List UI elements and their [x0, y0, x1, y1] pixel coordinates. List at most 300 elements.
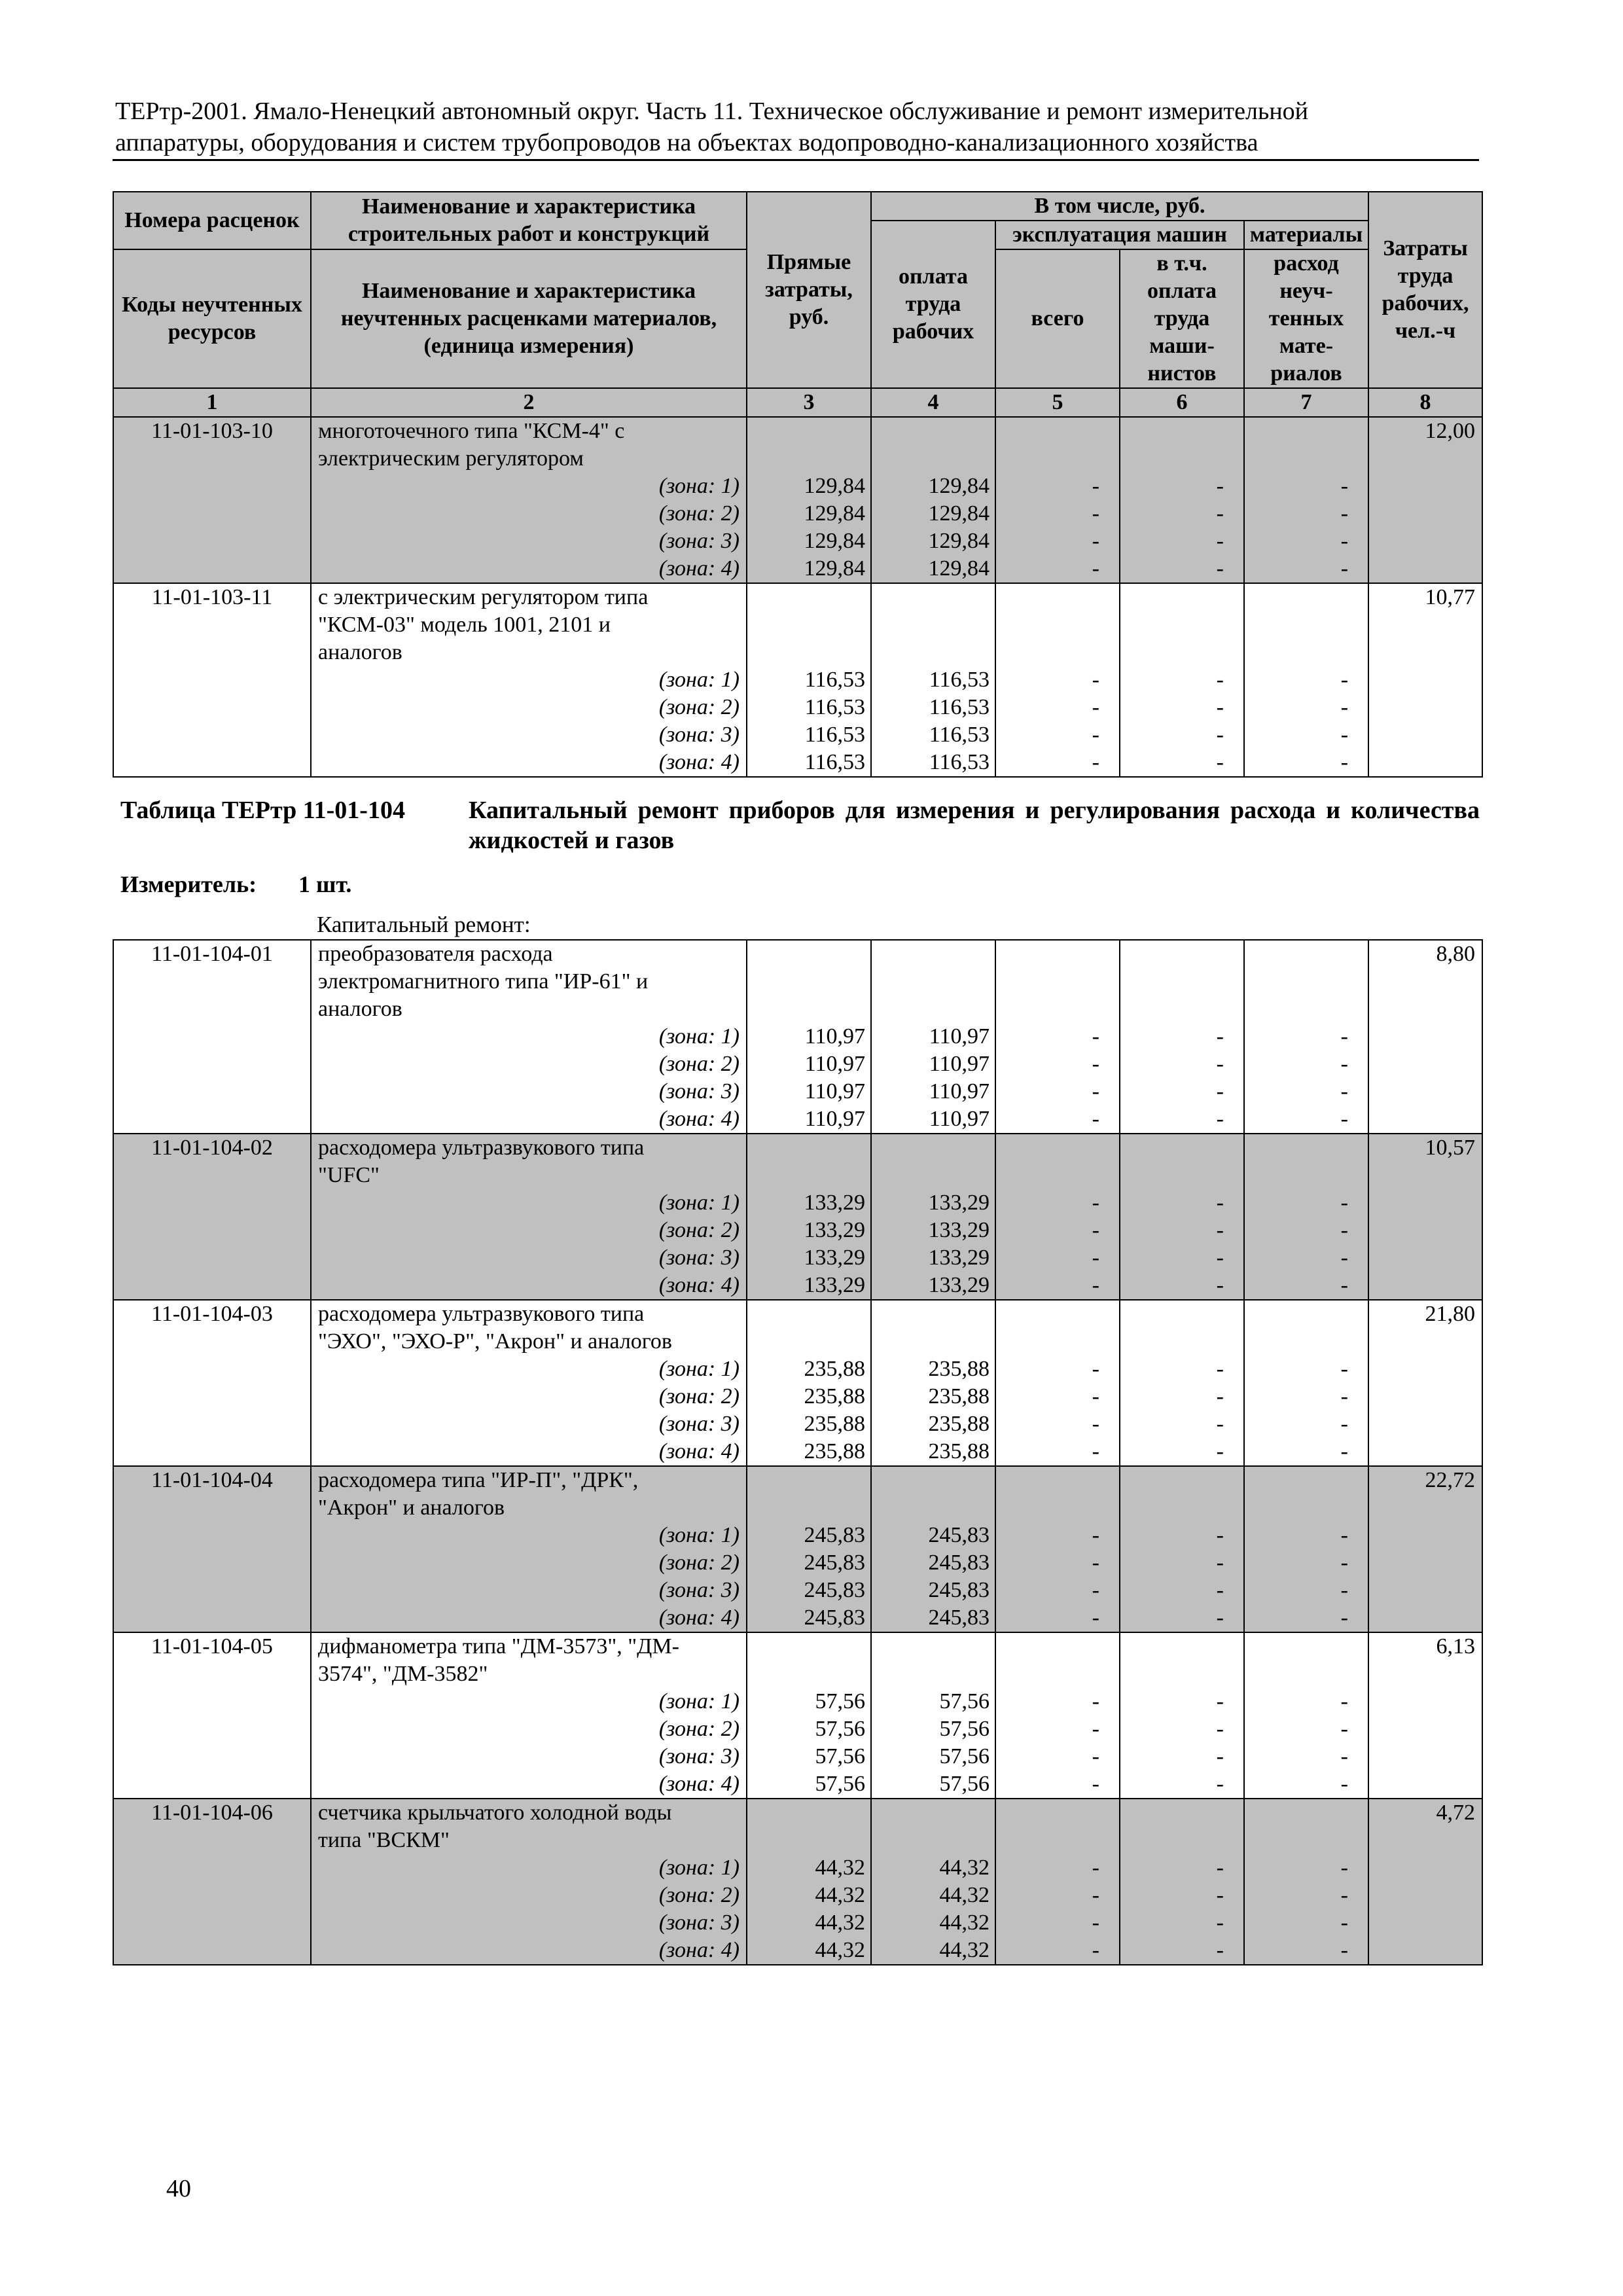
- zone-label: (зона: 3): [311, 1078, 747, 1105]
- operator-pay: -: [1120, 1715, 1244, 1743]
- zone-label: (зона: 1): [311, 473, 747, 500]
- labor-costs: [1368, 1162, 1482, 1189]
- rate-code: [113, 666, 311, 694]
- worker-pay: 116,53: [871, 749, 995, 777]
- machines-total: -: [995, 1577, 1120, 1604]
- rate-code: [113, 1522, 311, 1549]
- material-usage: -: [1244, 1909, 1368, 1937]
- zone-label: (зона: 3): [311, 1244, 747, 1272]
- empty-cell: [871, 639, 995, 666]
- labor-costs: [1368, 445, 1482, 473]
- machines-total: -: [995, 528, 1120, 555]
- rate-code: [113, 1688, 311, 1715]
- operator-pay: -: [1120, 1355, 1244, 1383]
- worker-pay: 57,56: [871, 1715, 995, 1743]
- direct-costs: 235,88: [747, 1438, 871, 1466]
- rate-code: [113, 1105, 311, 1134]
- rate-code: [113, 1549, 311, 1577]
- work-name-line: преобразователя расхода: [311, 940, 747, 968]
- operator-pay: -: [1120, 1105, 1244, 1134]
- worker-pay: 133,29: [871, 1189, 995, 1217]
- rate-code: [113, 639, 311, 666]
- direct-costs: 245,83: [747, 1577, 871, 1604]
- zone-label: (зона: 3): [311, 1743, 747, 1770]
- table-row-line: [113, 473, 1482, 500]
- work-name-line: "КСМ-03" модель 1001, 2101 и: [311, 611, 747, 639]
- table-row-line: [113, 1050, 1482, 1078]
- empty-cell: [1120, 996, 1244, 1023]
- zone-label: (зона: 2): [311, 1217, 747, 1244]
- labor-costs: [1368, 500, 1482, 528]
- labor-costs: 12,00: [1368, 417, 1482, 445]
- table-row-line: [113, 1272, 1482, 1300]
- material-usage: -: [1244, 1050, 1368, 1078]
- col-header-material-names: Наименование и характеристика неучтенных расценками материалов, (единица измерения): [311, 249, 747, 388]
- direct-costs: 44,32: [747, 1909, 871, 1937]
- labor-costs: [1368, 1549, 1482, 1577]
- material-usage: -: [1244, 1244, 1368, 1272]
- machines-total: -: [995, 500, 1120, 528]
- empty-cell: [1244, 1300, 1368, 1328]
- work-name-line: электрическим регулятором: [311, 445, 747, 473]
- operator-pay: -: [1120, 1244, 1244, 1272]
- table-row-line: [113, 1438, 1482, 1466]
- table-row-line: [113, 666, 1482, 694]
- table-row: [113, 1799, 1482, 1827]
- operator-pay: -: [1120, 694, 1244, 721]
- empty-cell: [1120, 940, 1244, 968]
- running-header: [115, 96, 1476, 158]
- empty-cell: [747, 996, 871, 1023]
- rate-code: [113, 528, 311, 555]
- col-number: 7: [1244, 388, 1368, 417]
- machines-total: -: [995, 666, 1120, 694]
- rate-code: [113, 1909, 311, 1937]
- work-name-line: счетчика крыльчатого холодной воды: [311, 1799, 747, 1827]
- table-body: [113, 417, 1482, 777]
- header-rule: [113, 159, 1479, 161]
- labor-costs: [1368, 1882, 1482, 1909]
- rate-code: [113, 445, 311, 473]
- operator-pay: -: [1120, 1854, 1244, 1882]
- table-row: [113, 940, 1482, 968]
- table-row-line: [113, 555, 1482, 583]
- col-header-labor-costs: Затраты труда рабочих, чел.-ч: [1368, 192, 1482, 388]
- rate-code: [113, 1217, 311, 1244]
- material-usage: -: [1244, 1410, 1368, 1438]
- table-row-line: [113, 1715, 1482, 1743]
- rate-code: 11-01-104-01: [113, 940, 311, 968]
- table-row-line: [113, 1770, 1482, 1799]
- rate-code: [113, 1715, 311, 1743]
- operator-pay: -: [1120, 555, 1244, 583]
- material-usage: -: [1244, 1522, 1368, 1549]
- col-number: 4: [871, 388, 995, 417]
- zone-label: (зона: 3): [311, 1909, 747, 1937]
- work-name-line: дифманометра типа "ДМ-3573", "ДМ-: [311, 1632, 747, 1660]
- material-usage: -: [1244, 528, 1368, 555]
- zone-label: (зона: 2): [311, 694, 747, 721]
- worker-pay: 110,97: [871, 1105, 995, 1134]
- rate-code: [113, 500, 311, 528]
- rate-code: [113, 1244, 311, 1272]
- table-row: [113, 1632, 1482, 1660]
- machines-total: -: [995, 1854, 1120, 1882]
- labor-costs: [1368, 1827, 1482, 1854]
- operator-pay: -: [1120, 1272, 1244, 1300]
- worker-pay: 133,29: [871, 1272, 995, 1300]
- empty-cell: [995, 1328, 1120, 1355]
- machines-total: -: [995, 1189, 1120, 1217]
- material-usage: -: [1244, 1023, 1368, 1050]
- machines-total: -: [995, 1023, 1120, 1050]
- col-number: 3: [747, 388, 871, 417]
- worker-pay: 57,56: [871, 1743, 995, 1770]
- worker-pay: 44,32: [871, 1882, 995, 1909]
- direct-costs: 110,97: [747, 1050, 871, 1078]
- material-usage: -: [1244, 694, 1368, 721]
- worker-pay: 129,84: [871, 473, 995, 500]
- empty-cell: [995, 1660, 1120, 1688]
- machines-total: -: [995, 1410, 1120, 1438]
- empty-cell: [995, 1494, 1120, 1522]
- direct-costs: 110,97: [747, 1023, 871, 1050]
- worker-pay: 44,32: [871, 1854, 995, 1882]
- rate-code: [113, 996, 311, 1023]
- empty-cell: [747, 1494, 871, 1522]
- labor-costs: [1368, 473, 1482, 500]
- work-name-line: электромагнитного типа "ИР-61" и: [311, 968, 747, 996]
- rate-code: [113, 1328, 311, 1355]
- rate-code: [113, 1438, 311, 1466]
- rate-code: [113, 749, 311, 777]
- zone-label: (зона: 4): [311, 555, 747, 583]
- rate-code: [113, 555, 311, 583]
- direct-costs: 116,53: [747, 694, 871, 721]
- empty-cell: [871, 611, 995, 639]
- labor-costs: [1368, 749, 1482, 777]
- zone-label: (зона: 4): [311, 1604, 747, 1632]
- rate-code: 11-01-103-11: [113, 583, 311, 611]
- zone-label: (зона: 3): [311, 1410, 747, 1438]
- labor-costs: [1368, 1189, 1482, 1217]
- rate-code: [113, 968, 311, 996]
- zone-label: (зона: 1): [311, 1688, 747, 1715]
- empty-cell: [1120, 1328, 1244, 1355]
- labor-costs: [1368, 1050, 1482, 1078]
- direct-costs: 133,29: [747, 1189, 871, 1217]
- material-usage: -: [1244, 1217, 1368, 1244]
- empty-cell: [1244, 583, 1368, 611]
- machines-total: -: [995, 555, 1120, 583]
- empty-cell: [1120, 1632, 1244, 1660]
- col-number: 6: [1120, 388, 1244, 417]
- material-usage: -: [1244, 1438, 1368, 1466]
- worker-pay: 235,88: [871, 1438, 995, 1466]
- empty-cell: [747, 1328, 871, 1355]
- empty-cell: [747, 583, 871, 611]
- empty-cell: [871, 968, 995, 996]
- zone-label: (зона: 1): [311, 1854, 747, 1882]
- worker-pay: 57,56: [871, 1770, 995, 1799]
- empty-cell: [995, 996, 1120, 1023]
- labor-costs: [1368, 1937, 1482, 1965]
- labor-costs: [1368, 1217, 1482, 1244]
- table-row-line: [113, 1909, 1482, 1937]
- rates-table-104: [113, 939, 1483, 1965]
- empty-cell: [995, 1300, 1120, 1328]
- work-name-line: типа "ВСКМ": [311, 1827, 747, 1854]
- empty-cell: [871, 417, 995, 445]
- labor-costs: [1368, 555, 1482, 583]
- empty-cell: [1120, 1134, 1244, 1162]
- table-row-line: [113, 500, 1482, 528]
- labor-costs: [1368, 1688, 1482, 1715]
- zone-label: (зона: 2): [311, 1383, 747, 1410]
- material-usage: -: [1244, 721, 1368, 749]
- rate-code: [113, 1078, 311, 1105]
- rate-code: [113, 1023, 311, 1050]
- rate-code: [113, 1355, 311, 1383]
- direct-costs: 245,83: [747, 1549, 871, 1577]
- worker-pay: 57,56: [871, 1688, 995, 1715]
- table-row-line: [113, 996, 1482, 1023]
- col-header-resource-codes: Коды неучтенных ресурсов: [113, 249, 311, 388]
- direct-costs: 245,83: [747, 1522, 871, 1549]
- empty-cell: [995, 1827, 1120, 1854]
- work-name-line: 3574", "ДМ-3582": [311, 1660, 747, 1688]
- labor-costs: 6,13: [1368, 1632, 1482, 1660]
- direct-costs: 110,97: [747, 1078, 871, 1105]
- direct-costs: 235,88: [747, 1410, 871, 1438]
- rate-code: [113, 1937, 311, 1965]
- operator-pay: -: [1120, 1743, 1244, 1770]
- col-number: 2: [311, 388, 747, 417]
- empty-cell: [871, 1466, 995, 1494]
- work-name-line: аналогов: [311, 639, 747, 666]
- table-row-line: [113, 1882, 1482, 1909]
- labor-costs: 10,57: [1368, 1134, 1482, 1162]
- table-row: [113, 583, 1482, 611]
- zone-label: (зона: 4): [311, 1272, 747, 1300]
- operator-pay: -: [1120, 1217, 1244, 1244]
- rate-code: [113, 1189, 311, 1217]
- direct-costs: 44,32: [747, 1854, 871, 1882]
- machines-total: -: [995, 473, 1120, 500]
- labor-costs: [1368, 694, 1482, 721]
- machines-total: -: [995, 1105, 1120, 1134]
- rate-code: 11-01-103-10: [113, 417, 311, 445]
- labor-costs: 22,72: [1368, 1466, 1482, 1494]
- empty-cell: [871, 583, 995, 611]
- zone-label: (зона: 1): [311, 666, 747, 694]
- machines-total: -: [995, 694, 1120, 721]
- operator-pay: -: [1120, 1882, 1244, 1909]
- table-row-line: [113, 1577, 1482, 1604]
- empty-cell: [1244, 1162, 1368, 1189]
- zone-label: (зона: 4): [311, 1770, 747, 1799]
- work-name-line: аналогов: [311, 996, 747, 1023]
- rate-code: [113, 1770, 311, 1799]
- empty-cell: [995, 1799, 1120, 1827]
- worker-pay: 133,29: [871, 1244, 995, 1272]
- empty-cell: [747, 639, 871, 666]
- operator-pay: -: [1120, 1937, 1244, 1965]
- table-row-line: [113, 1189, 1482, 1217]
- direct-costs: 44,32: [747, 1937, 871, 1965]
- empty-cell: [1120, 1466, 1244, 1494]
- worker-pay: 116,53: [871, 694, 995, 721]
- table-row-line: [113, 1078, 1482, 1105]
- work-name-line: расходомера ультразвукового типа: [311, 1300, 747, 1328]
- empty-cell: [1244, 1660, 1368, 1688]
- labor-costs: [1368, 1770, 1482, 1799]
- machines-total: -: [995, 1244, 1120, 1272]
- table-row-line: [113, 1328, 1482, 1355]
- col-header-rate-numbers: Номера расценок: [113, 192, 311, 249]
- empty-cell: [995, 583, 1120, 611]
- labor-costs: [1368, 666, 1482, 694]
- header-line-2: аппаратуры, оборудования и систем трубопроводов на объектах водопроводно-канализационного хозяйства: [115, 129, 1258, 156]
- table-row-line: [113, 721, 1482, 749]
- rate-code: [113, 611, 311, 639]
- col-header-direct-costs: Прямые затраты, руб.: [747, 192, 871, 388]
- material-usage: -: [1244, 1604, 1368, 1632]
- worker-pay: 133,29: [871, 1217, 995, 1244]
- col-number: 1: [113, 388, 311, 417]
- direct-costs: 245,83: [747, 1604, 871, 1632]
- operator-pay: -: [1120, 1909, 1244, 1937]
- empty-cell: [1244, 940, 1368, 968]
- material-usage: -: [1244, 555, 1368, 583]
- zone-label: (зона: 3): [311, 528, 747, 555]
- labor-costs: [1368, 1715, 1482, 1743]
- unit-of-measure: [120, 870, 352, 898]
- direct-costs: 116,53: [747, 749, 871, 777]
- direct-costs: 57,56: [747, 1770, 871, 1799]
- machines-total: -: [995, 1937, 1120, 1965]
- direct-costs: 235,88: [747, 1383, 871, 1410]
- work-name-line: "Акрон" и аналогов: [311, 1494, 747, 1522]
- labor-costs: [1368, 1438, 1482, 1466]
- material-usage: -: [1244, 1383, 1368, 1410]
- table-row-line: [113, 1162, 1482, 1189]
- empty-cell: [995, 1162, 1120, 1189]
- page-number: 40: [166, 2175, 191, 2202]
- labor-costs: [1368, 1244, 1482, 1272]
- worker-pay: 245,83: [871, 1604, 995, 1632]
- col-header-machines-total: всего: [995, 249, 1120, 388]
- operator-pay: -: [1120, 1522, 1244, 1549]
- empty-cell: [871, 1799, 995, 1827]
- labor-costs: 10,77: [1368, 583, 1482, 611]
- operator-pay: -: [1120, 1189, 1244, 1217]
- table-row: [113, 1134, 1482, 1162]
- machines-total: -: [995, 1438, 1120, 1466]
- empty-cell: [747, 611, 871, 639]
- empty-cell: [871, 940, 995, 968]
- empty-cell: [747, 1300, 871, 1328]
- rate-code: [113, 1162, 311, 1189]
- col-header-operator-pay: в т.ч. оплата труда маши-нистов: [1120, 249, 1244, 388]
- rate-code: [113, 1577, 311, 1604]
- empty-cell: [1244, 611, 1368, 639]
- empty-cell: [995, 417, 1120, 445]
- direct-costs: 129,84: [747, 555, 871, 583]
- material-usage: -: [1244, 1770, 1368, 1799]
- machines-total: -: [995, 1383, 1120, 1410]
- empty-cell: [995, 1134, 1120, 1162]
- work-name-line: с электрическим регулятором типа: [311, 583, 747, 611]
- empty-cell: [747, 1799, 871, 1827]
- empty-cell: [995, 1632, 1120, 1660]
- zone-label: (зона: 2): [311, 1715, 747, 1743]
- material-usage: -: [1244, 1105, 1368, 1134]
- empty-cell: [995, 940, 1120, 968]
- operator-pay: -: [1120, 473, 1244, 500]
- machines-total: -: [995, 1050, 1120, 1078]
- empty-cell: [871, 1328, 995, 1355]
- empty-cell: [747, 968, 871, 996]
- col-header-machines: эксплуатация машин: [995, 221, 1244, 249]
- labor-costs: [1368, 1660, 1482, 1688]
- operator-pay: -: [1120, 666, 1244, 694]
- direct-costs: 110,97: [747, 1105, 871, 1134]
- machines-total: -: [995, 1604, 1120, 1632]
- table-row-line: [113, 1660, 1482, 1688]
- rate-code: [113, 1272, 311, 1300]
- empty-cell: [747, 417, 871, 445]
- empty-cell: [1244, 1632, 1368, 1660]
- empty-cell: [747, 1162, 871, 1189]
- empty-cell: [1120, 611, 1244, 639]
- zone-label: (зона: 3): [311, 1577, 747, 1604]
- table-row: [113, 417, 1482, 445]
- machines-total: -: [995, 1715, 1120, 1743]
- machines-total: -: [995, 1217, 1120, 1244]
- material-usage: -: [1244, 1743, 1368, 1770]
- labor-costs: [1368, 1078, 1482, 1105]
- direct-costs: 116,53: [747, 666, 871, 694]
- labor-costs: [1368, 528, 1482, 555]
- material-usage: -: [1244, 1272, 1368, 1300]
- operator-pay: -: [1120, 1577, 1244, 1604]
- zone-label: (зона: 2): [311, 500, 747, 528]
- operator-pay: -: [1120, 1023, 1244, 1050]
- zone-label: (зона: 2): [311, 1882, 747, 1909]
- unit-label: Измеритель:: [120, 871, 257, 897]
- worker-pay: 245,83: [871, 1522, 995, 1549]
- worker-pay: 116,53: [871, 666, 995, 694]
- labor-costs: [1368, 639, 1482, 666]
- rate-code: 11-01-104-03: [113, 1300, 311, 1328]
- rate-code: 11-01-104-06: [113, 1799, 311, 1827]
- labor-costs: [1368, 1743, 1482, 1770]
- work-name-line: расходомера типа "ИР-П", "ДРК",: [311, 1466, 747, 1494]
- empty-cell: [1244, 1494, 1368, 1522]
- empty-cell: [747, 1134, 871, 1162]
- labor-costs: [1368, 996, 1482, 1023]
- rate-code: [113, 1854, 311, 1882]
- empty-cell: [747, 940, 871, 968]
- rate-code: [113, 694, 311, 721]
- direct-costs: 44,32: [747, 1882, 871, 1909]
- machines-total: -: [995, 749, 1120, 777]
- zone-label: (зона: 2): [311, 1050, 747, 1078]
- material-usage: -: [1244, 1355, 1368, 1383]
- table-row-line: [113, 445, 1482, 473]
- labor-costs: [1368, 1494, 1482, 1522]
